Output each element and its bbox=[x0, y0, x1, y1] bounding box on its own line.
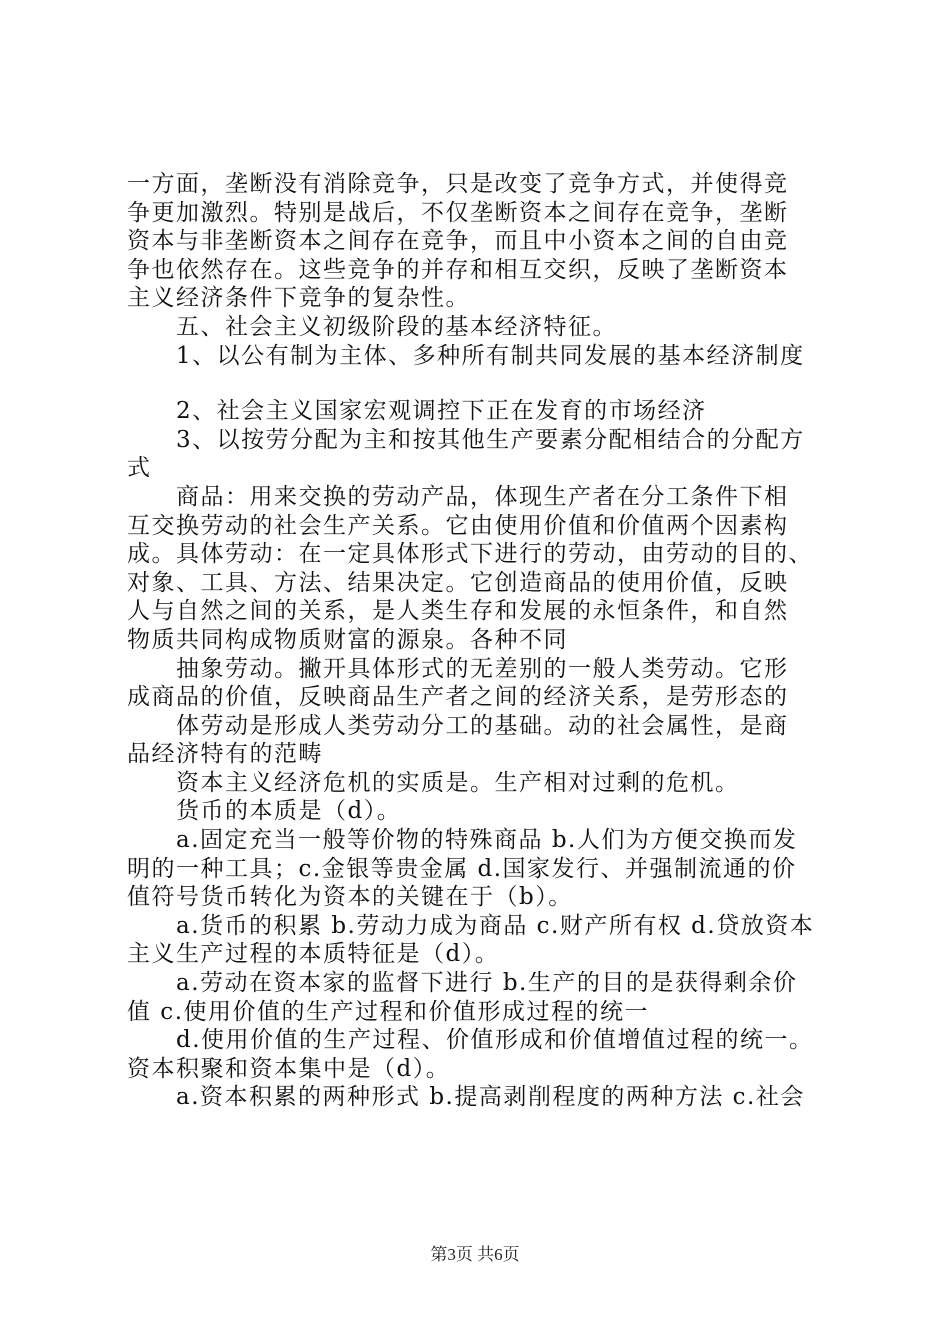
text-line: 抽象劳动。撇开具体形式的无差别的一般人类劳动。它形 bbox=[127, 655, 789, 682]
text-line: 争更加激烈。特别是战后，不仅垄断资本之间存在竞争，垄断 bbox=[127, 199, 789, 226]
text-line: 对象、工具、方法、结果决定。它创造商品的使用价值，反映 bbox=[127, 569, 789, 596]
text-line: 物质共同构成物质财富的源泉。各种不同 bbox=[127, 626, 568, 653]
text-line: a.资本积累的两种形式 b.提高剥削程度的两种方法 c.社会 bbox=[127, 1084, 805, 1111]
page-number-footer: 第3页 共6页 bbox=[430, 1245, 520, 1264]
text-line: 资本与非垄断资本之间存在竞争，而且中小资本之间的自由竞 bbox=[127, 228, 789, 255]
text-line: 3、以按劳分配为主和按其他生产要素分配相结合的分配方 bbox=[127, 426, 805, 453]
text-line: 互交换劳动的社会生产关系。它由使用价值和价值两个因素构 bbox=[127, 512, 789, 539]
text-line: 值 c.使用价值的生产过程和价值形成过程的统一 bbox=[127, 998, 650, 1025]
text-line: 体劳动是形成人类劳动分工的基础。动的社会属性，是商 bbox=[127, 712, 789, 739]
text-line: 成商品的价值，反映商品生产者之间的经济关系，是劳形态的 bbox=[127, 684, 789, 711]
paragraph-gap bbox=[127, 370, 837, 397]
text-line: 式 bbox=[127, 455, 152, 482]
text-line: a.货币的积累 b.劳动力成为商品 c.财产所有权 d.贷放资本 bbox=[127, 912, 815, 939]
text-line: 争也依然存在。这些竞争的并存和相互交织，反映了垄断资本 bbox=[127, 256, 789, 283]
text-line: a.劳动在资本家的监督下进行 b.生产的目的是获得剩余价 bbox=[127, 970, 798, 997]
text-line: 资本主义经济危机的实质是。生产相对过剩的危机。 bbox=[127, 769, 740, 796]
text-line: 主义经济条件下竞争的复杂性。 bbox=[127, 285, 470, 312]
text-line: 主义生产过程的本质特征是（d）。 bbox=[127, 941, 500, 968]
text-line: 人与自然之间的关系，是人类生存和发展的永恒条件，和自然 bbox=[127, 598, 789, 625]
text-line: 明的一种工具；c.金银等贵金属 d.国家发行、并强制流通的价 bbox=[127, 855, 797, 882]
text-line: 资本积聚和资本集中是（d）。 bbox=[127, 1055, 451, 1082]
text-line: 货币的本质是（d）。 bbox=[127, 798, 402, 825]
text-line: 成。具体劳动：在一定具体形式下进行的劳动，由劳动的目的、 bbox=[127, 541, 813, 568]
text-line: 五、社会主义初级阶段的基本经济特征。 bbox=[127, 313, 617, 340]
text-line: a.固定充当一般等价物的特殊商品 b.人们为方便交换而发 bbox=[127, 827, 798, 854]
text-line: 值符号货币转化为资本的关键在于（b）。 bbox=[127, 884, 573, 911]
text-line: 一方面，垄断没有消除竞争，只是改变了竞争方式，并使得竞 bbox=[127, 171, 789, 197]
text-line: 1、以公有制为主体、多种所有制共同发展的基本经济制度 bbox=[127, 342, 805, 369]
text-line: d.使用价值的生产过程、价值形成和价值增值过程的统一。 bbox=[127, 1027, 814, 1054]
text-line: 商品：用来交换的劳动产品，体现生产者在分工条件下相 bbox=[127, 483, 789, 510]
document-body bbox=[127, 170, 837, 1112]
text-line: 品经济特有的范畴 bbox=[127, 741, 323, 768]
text-line: 2、社会主义国家宏观调控下正在发育的市场经济 bbox=[127, 398, 707, 425]
